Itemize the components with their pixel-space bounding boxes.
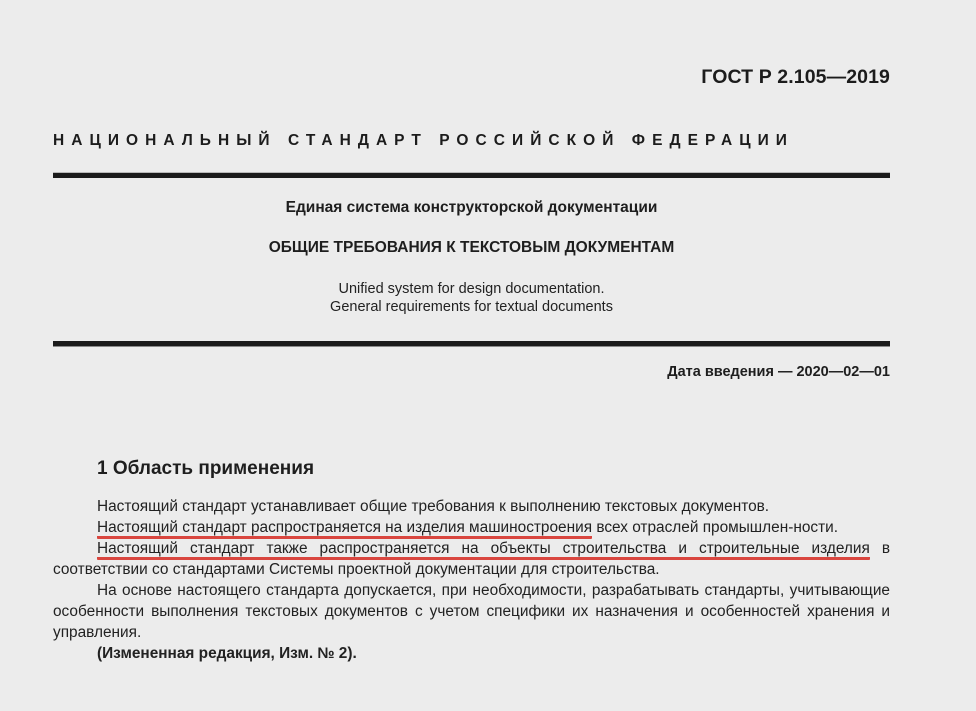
system-title: Единая система конструкторской документации xyxy=(285,199,658,216)
national-standard-banner: НАЦИОНАЛЬНЫЙ СТАНДАРТ РОССИЙСКОЙ ФЕДЕРАЦИИ xyxy=(53,132,794,149)
amendment-note: (Измененная редакция, Изм. № 2). xyxy=(97,645,357,662)
paragraph-1: Настоящий стандарт устанавливает общие требования к выполнению текстовых документов. xyxy=(97,498,770,515)
highlighted-text-construction: Настоящий стандарт также распространяется на объекты строительства и строительные изделия xyxy=(97,540,870,560)
paragraph-3 xyxy=(53,538,890,580)
english-title xyxy=(53,280,890,316)
highlighted-text-machine-building: Настоящий стандарт распространяется на изделия машиностроения xyxy=(97,519,592,539)
gost-code: ГОСТ Р 2.105—2019 xyxy=(701,66,890,88)
paragraph-4: На основе настоящего стандарта допускается, при необходимости, разрабатывать стандарты, учитывающие особенности выполнения текстовых документов с учетом специфики их назначения и особенностей хранения и управления. xyxy=(53,582,890,641)
english-title-line-2: General requirements for textual documents xyxy=(330,299,613,315)
english-title-line-1: Unified system for design documentation. xyxy=(338,281,605,297)
introduction-date: Дата введения — 2020—02—01 xyxy=(667,364,890,380)
paragraph-2 xyxy=(53,517,890,538)
section-body xyxy=(53,496,890,664)
paragraph-2-rest: всех отраслей промышлен-ности. xyxy=(592,519,838,536)
document-title: ОБЩИЕ ТРЕБОВАНИЯ К ТЕКСТОВЫМ ДОКУМЕНТАМ xyxy=(268,239,675,256)
paragraph-3-rest: в соответствии со стандартами Системы проектной документации для строительства. xyxy=(53,540,891,578)
bottom-rule-divider xyxy=(53,341,890,346)
top-rule-divider xyxy=(53,173,890,178)
section-heading: 1 Область применения xyxy=(97,458,315,479)
